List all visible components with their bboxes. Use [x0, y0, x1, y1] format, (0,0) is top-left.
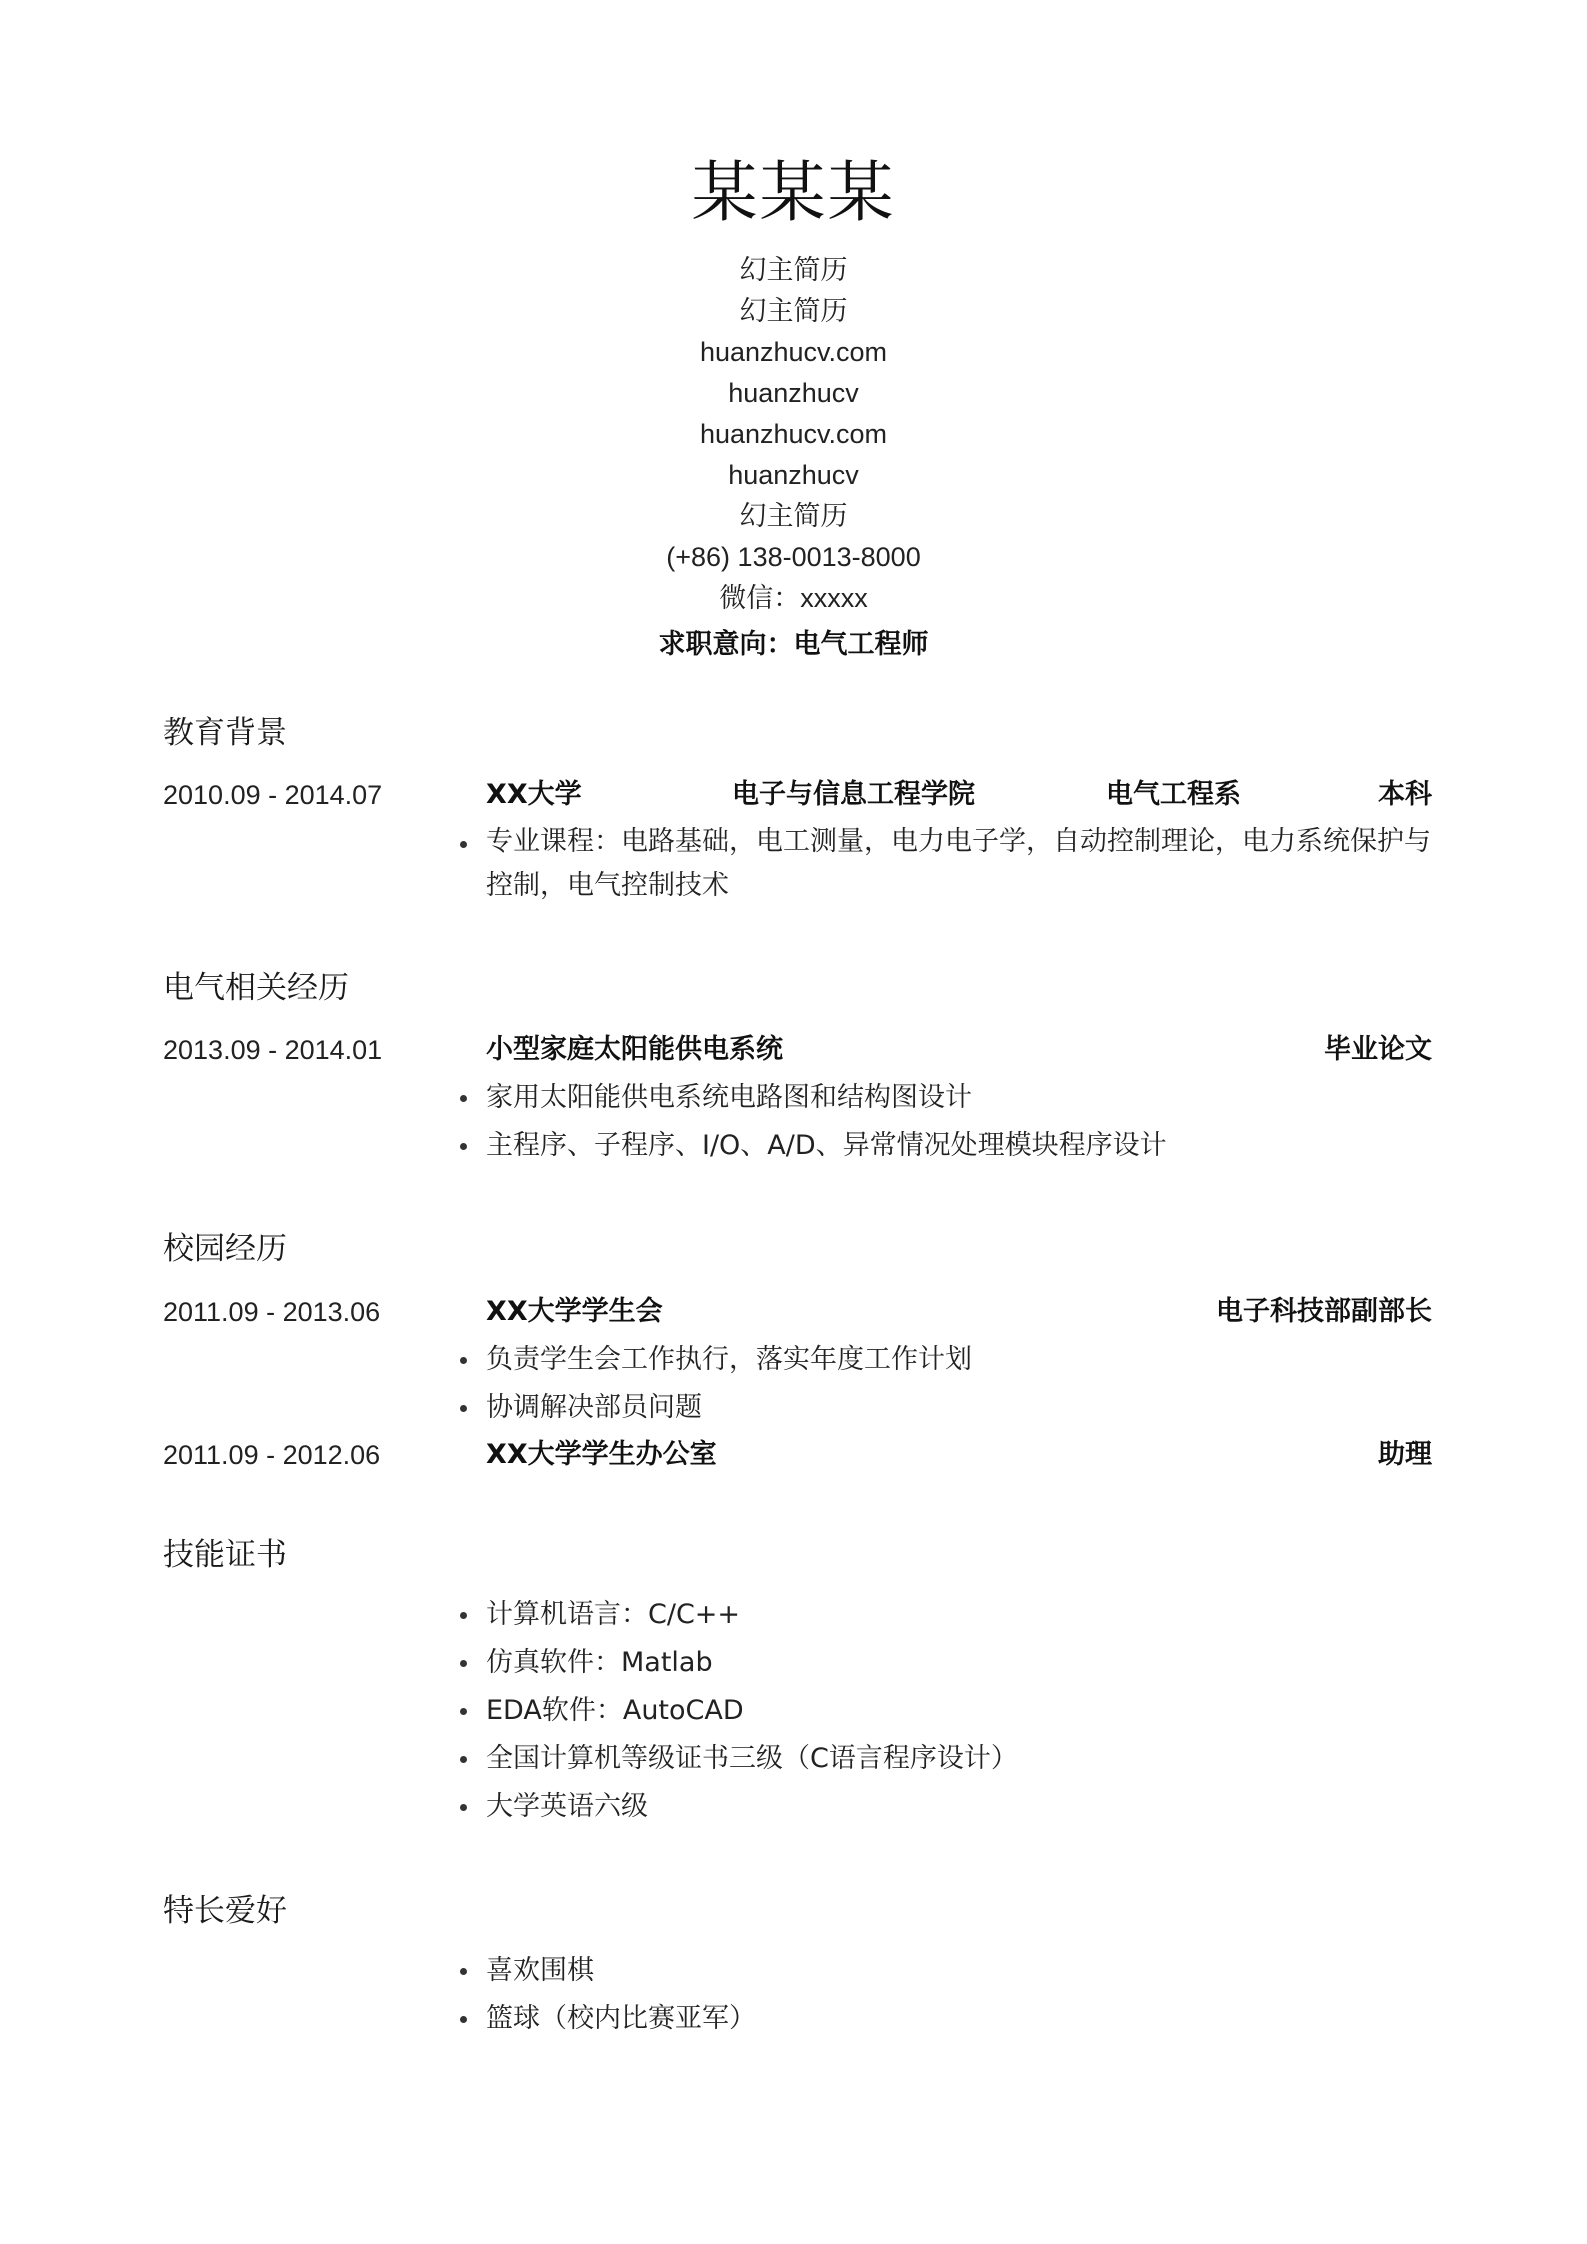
list-item: 负责学生会工作执行，落实年度工作计划	[458, 1336, 1438, 1384]
list-item: 家用太阳能供电系统电路图和结构图设计	[458, 1074, 1438, 1122]
list-item: 专业课程：电路基础，电工测量，电力电子学，自动控制理论，电力系统保护与控制，电气控制技术	[458, 820, 1438, 908]
section-title-campus: 校园经历	[163, 1231, 287, 1267]
organization-name: XX大学学生办公室	[486, 1439, 717, 1470]
list-item: EDA软件：AutoCAD	[458, 1687, 1438, 1735]
hobbies-bullets	[458, 1947, 1438, 2043]
section-title-education: 教育背景	[163, 715, 287, 751]
college-name: 电子与信息工程学院	[732, 779, 975, 810]
school-name: XX大学	[486, 779, 582, 810]
section-title-hobbies: 特长爱好	[163, 1893, 287, 1929]
degree: 本科	[1378, 779, 1432, 810]
candidate-name: 某某某	[691, 154, 896, 231]
header-line-1: 幻主简历	[739, 255, 848, 285]
wechat-id: 微信：xxxxx	[719, 583, 868, 613]
education-date: 2010.09 - 2014.07	[163, 780, 383, 810]
header-line-4: huanzhucv	[728, 378, 859, 408]
list-item: 计算机语言：C/C++	[458, 1591, 1438, 1639]
section-title-skills: 技能证书	[163, 1537, 287, 1573]
campus-bullets	[458, 1336, 1438, 1432]
phone-number: (+86) 138-0013-8000	[666, 542, 921, 572]
electrical-date: 2013.09 - 2014.01	[163, 1035, 383, 1065]
organization-role: 电子科技部副部长	[1216, 1296, 1432, 1327]
header-line-6: huanzhucv	[728, 460, 859, 490]
organization-name: XX大学学生会	[486, 1296, 663, 1327]
website-link-2[interactable]: huanzhucv.com	[699, 419, 888, 449]
organization-role: 助理	[1378, 1439, 1432, 1470]
project-role: 毕业论文	[1324, 1034, 1432, 1065]
electrical-bullets	[458, 1074, 1438, 1170]
header-line-7: 幻主简历	[739, 501, 848, 531]
resume-header	[0, 148, 1587, 669]
list-item: 仿真软件：Matlab	[458, 1639, 1438, 1687]
campus-entry-head-1	[486, 1292, 1432, 1332]
website-link[interactable]: huanzhucv.com	[699, 337, 888, 367]
education-entry-head	[486, 775, 1432, 815]
campus-entry-head-2	[486, 1435, 1432, 1475]
department-name: 电气工程系	[1106, 779, 1241, 810]
section-title-electrical: 电气相关经历	[163, 970, 349, 1006]
list-item: 协调解决部员问题	[458, 1384, 1438, 1432]
header-line-2: 幻主简历	[739, 296, 848, 326]
list-item: 主程序、子程序、I/O、A/D、异常情况处理模块程序设计	[458, 1122, 1438, 1170]
electrical-entry-head	[486, 1030, 1432, 1070]
project-name: 小型家庭太阳能供电系统	[486, 1034, 783, 1065]
list-item: 喜欢围棋	[458, 1947, 1438, 1995]
education-bullets	[458, 820, 1438, 908]
list-item: 篮球（校内比赛亚军）	[458, 1995, 1438, 2043]
skills-bullets	[458, 1591, 1438, 1831]
list-item: 大学英语六级	[458, 1783, 1438, 1831]
campus-date-2: 2011.09 - 2012.06	[163, 1440, 381, 1470]
campus-date-1: 2011.09 - 2013.06	[163, 1297, 381, 1327]
job-objective: 求职意向：电气工程师	[658, 629, 929, 660]
list-item: 全国计算机等级证书三级（C语言程序设计）	[458, 1735, 1438, 1783]
